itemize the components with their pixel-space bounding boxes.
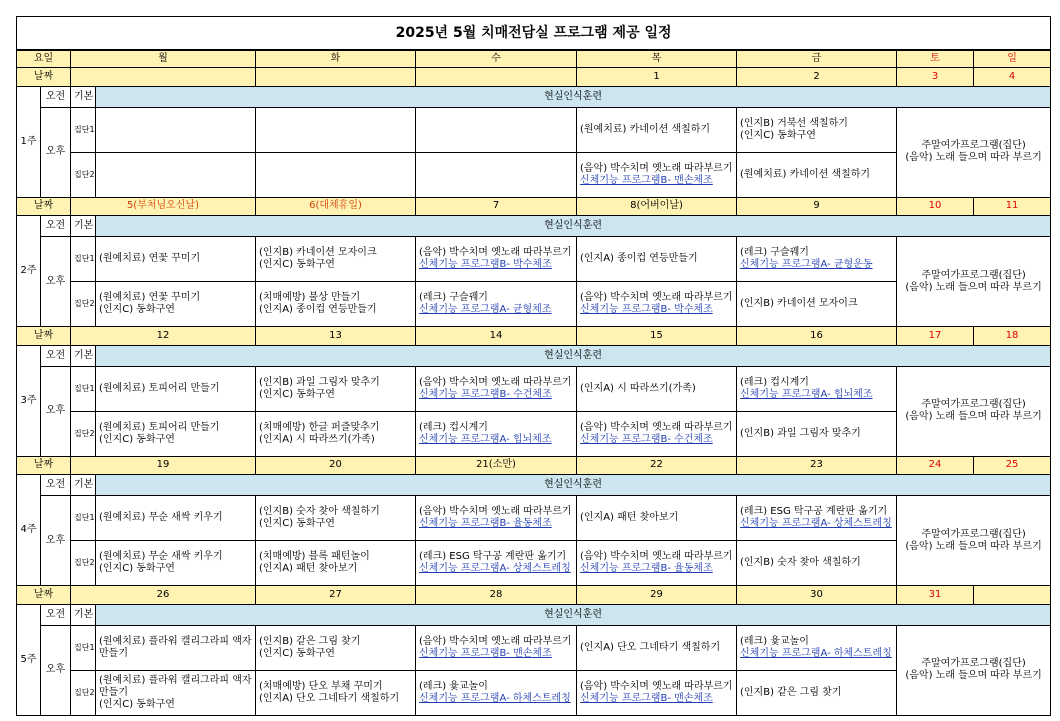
date-cell: 11 <box>974 197 1051 215</box>
program-cell-thu <box>577 237 737 282</box>
program-text: (레크) 윷교놀이 <box>740 635 809 647</box>
weekend-program-detail: (음악) 노래 들으며 따라 부르기 <box>905 670 1042 682</box>
program-cell-thu <box>577 411 737 456</box>
date-row-label: 날짜 <box>17 327 71 345</box>
program-cell-thu <box>577 282 737 327</box>
pm-group-row <box>17 496 1051 541</box>
week-label: 5주 <box>17 604 41 715</box>
date-cell: 16 <box>737 327 897 345</box>
program-text: (원예치료) 연꽃 꾸미기 <box>99 292 201 304</box>
program-cell-wed <box>416 282 577 327</box>
date-cell <box>416 68 577 86</box>
pm-label: 오후 <box>41 496 71 586</box>
program-cell-fri <box>737 670 897 715</box>
program-link[interactable]: 신체기능 프로그램A- 균형체조 <box>419 304 552 316</box>
program-text: (레크) 구슬꿰기 <box>740 247 809 259</box>
program-text: (치매예방) 불상 만들기 <box>259 292 361 304</box>
program-text: (레크) ESG 탁구공 계란판 옮기기 <box>419 551 567 563</box>
date-cell: 9 <box>737 197 897 215</box>
date-cell: 27 <box>256 586 416 604</box>
program-cell-tue <box>256 282 416 327</box>
program-cell-mon <box>96 107 256 152</box>
program-link[interactable]: 신체기능 프로그램B- 율동체조 <box>419 518 552 530</box>
program-cell-fri <box>737 625 897 670</box>
program-cell-mon <box>96 366 256 411</box>
group-label: 집단1 <box>71 107 96 152</box>
program-link[interactable]: 신체기능 프로그램B- 박수체조 <box>580 304 713 316</box>
program-text: (레크) 윷교놀이 <box>419 680 488 692</box>
program-cell-mon <box>96 625 256 670</box>
group-label: 집단2 <box>71 152 96 197</box>
program-text: (인지B) 과일 그림자 맞추기 <box>740 427 861 439</box>
group-label: 집단2 <box>71 282 96 327</box>
program-cell-tue <box>256 366 416 411</box>
basic-label: 기본 <box>71 345 96 366</box>
date-cell: 25 <box>974 456 1051 474</box>
program-text: (인지A) 패턴 찾아보기 <box>580 512 679 524</box>
am-label: 오전 <box>41 475 71 496</box>
am-row <box>17 216 1051 237</box>
date-cell: 13 <box>256 327 416 345</box>
program-cell-thu <box>577 496 737 541</box>
program-text: (인지C) 동화구연 <box>99 433 175 445</box>
date-row-label: 날짜 <box>17 456 71 474</box>
week-label: 4주 <box>17 475 41 586</box>
program-text: (원예치료) 카네이션 색칠하기 <box>580 123 711 135</box>
pm-label: 오후 <box>41 366 71 456</box>
group-label: 집단1 <box>71 237 96 282</box>
pm-group-row <box>17 282 1051 327</box>
program-cell-wed <box>416 625 577 670</box>
program-text: (음악) 박수치며 옛노래 따라부르기 <box>419 506 572 518</box>
program-cell-mon <box>96 152 256 197</box>
program-text: (원예치료) 무순 새싹 키우기 <box>99 551 223 563</box>
program-text: (인지A) 시 따라쓰기(가족) <box>259 433 375 445</box>
weekday-mon: 월 <box>71 50 256 68</box>
program-cell-mon <box>96 411 256 456</box>
date-cell: 26 <box>71 586 256 604</box>
date-cell: 28 <box>416 586 577 604</box>
program-cell-fri <box>737 366 897 411</box>
program-text: (원예치료) 플라워 캘리그라피 액자 <box>99 674 252 686</box>
program-cell-fri <box>737 496 897 541</box>
program-text: (인지A) 단오 그네타기 색칠하기 <box>580 641 721 653</box>
date-cell: 5(부처님오신날) <box>71 197 256 215</box>
program-text: (인지A) 종이컵 연등만들기 <box>259 304 377 316</box>
date-cell <box>974 586 1051 604</box>
weekday-sat: 토 <box>897 50 974 68</box>
date-row-label: 날짜 <box>17 586 71 604</box>
program-text: (인지C) 동화구연 <box>259 259 335 271</box>
program-text: (인지A) 패턴 찾아보기 <box>259 563 358 575</box>
date-row <box>17 586 1051 604</box>
basic-label: 기본 <box>71 86 96 107</box>
weekend-program-detail: (음악) 노래 들으며 따라 부르기 <box>905 411 1042 423</box>
program-cell-wed <box>416 152 577 197</box>
group-label: 집단1 <box>71 366 96 411</box>
program-text: (원예치료) 카네이션 색칠하기 <box>740 168 871 180</box>
program-text: (인지B) 거북선 색칠하기 <box>740 117 848 129</box>
weekday-header-label: 요일 <box>17 50 71 68</box>
weekday-wed: 수 <box>416 50 577 68</box>
program-cell-mon <box>96 541 256 586</box>
week-label: 1주 <box>17 86 41 197</box>
program-text: (레크) 컵시계기 <box>740 376 809 388</box>
pm-group-row <box>17 541 1051 586</box>
basic-label: 기본 <box>71 475 96 496</box>
am-row <box>17 345 1051 366</box>
program-text: (인지C) 동화구연 <box>740 129 816 141</box>
program-cell-wed <box>416 237 577 282</box>
program-link[interactable]: 신체기능 프로그램B- 율동체조 <box>580 563 713 575</box>
pm-label: 오후 <box>41 625 71 715</box>
program-cell-mon <box>96 237 256 282</box>
program-text: (레크) 컵시계기 <box>419 421 488 433</box>
program-text: (음악) 박수치며 옛노래 따라부르기 <box>580 292 733 304</box>
program-cell-tue <box>256 541 416 586</box>
program-link[interactable]: 신체기능 프로그램B- 박수체조 <box>419 259 552 271</box>
weekday-fri: 금 <box>737 50 897 68</box>
program-text: 만들기 <box>99 686 128 698</box>
program-text: (치매예방) 한글 퍼즐맞추기 <box>259 421 380 433</box>
weekend-program-detail: (음악) 노래 들으며 따라 부르기 <box>905 540 1042 552</box>
program-text: (인지C) 동화구연 <box>99 563 175 575</box>
pm-group-row <box>17 107 1051 152</box>
group-label: 집단2 <box>71 411 96 456</box>
program-text: (인지A) 종이컵 연등만들기 <box>580 253 698 265</box>
program-cell-mon <box>96 496 256 541</box>
program-cell-thu <box>577 541 737 586</box>
date-cell: 10 <box>897 197 974 215</box>
program-text: (인지B) 과일 그림자 맞추기 <box>259 376 380 388</box>
program-link[interactable]: 신체기능 프로그램A- 균형운동 <box>740 259 873 271</box>
program-link[interactable]: 신체기능 프로그램B- 수건체조 <box>419 388 552 400</box>
date-cell: 23 <box>737 456 897 474</box>
program-text: (원예치료) 무순 새싹 키우기 <box>99 512 223 524</box>
pm-label: 오후 <box>41 237 71 327</box>
am-label: 오전 <box>41 345 71 366</box>
page-title: 2025년 5월 치매전담실 프로그램 제공 일정 <box>17 17 1051 50</box>
program-link[interactable]: 신체기능 프로그램A- 힙뇌체조 <box>419 433 552 445</box>
am-program: 현실인식훈련 <box>96 604 1051 625</box>
program-cell-wed <box>416 107 577 152</box>
date-cell: 31 <box>897 586 974 604</box>
pm-group-row <box>17 152 1051 197</box>
program-link[interactable]: 신체기능 프로그램B- 맨손체조 <box>580 174 713 186</box>
date-cell: 19 <box>71 456 256 474</box>
program-link[interactable]: 신체기능 프로그램B- 맨손체조 <box>580 692 713 704</box>
program-text: (음악) 박수치며 옛노래 따라부르기 <box>419 376 572 388</box>
program-text: (음악) 박수치며 옛노래 따라부르기 <box>580 162 733 174</box>
weekend-program <box>897 366 1051 456</box>
weekend-program <box>897 237 1051 327</box>
program-link[interactable]: 신체기능 프로그램A- 하체스트레칭 <box>740 647 892 659</box>
program-cell-wed <box>416 496 577 541</box>
program-cell-tue <box>256 496 416 541</box>
weekend-program-title: 주말여가프로그램(집단) <box>921 269 1026 281</box>
program-text: (레크) 구슬꿰기 <box>419 292 488 304</box>
program-cell-fri <box>737 411 897 456</box>
date-cell: 12 <box>71 327 256 345</box>
date-cell: 1 <box>577 68 737 86</box>
pm-label: 오후 <box>41 107 71 197</box>
date-cell <box>71 68 256 86</box>
program-cell-tue <box>256 237 416 282</box>
program-text: (원예치료) 연꽃 꾸미기 <box>99 253 201 265</box>
am-program: 현실인식훈련 <box>96 345 1051 366</box>
program-cell-tue <box>256 152 416 197</box>
program-text: (음악) 박수치며 옛노래 따라부르기 <box>419 635 572 647</box>
date-cell: 8(어버이날) <box>577 197 737 215</box>
am-label: 오전 <box>41 216 71 237</box>
date-row <box>17 68 1051 86</box>
program-cell-thu <box>577 670 737 715</box>
weekend-program <box>897 107 1051 197</box>
weekday-sun: 일 <box>974 50 1051 68</box>
program-cell-mon <box>96 282 256 327</box>
program-link[interactable]: 신체기능 프로그램B- 맨손체조 <box>419 647 552 659</box>
program-text: (원예치료) 토피어리 만들기 <box>99 421 220 433</box>
am-label: 오전 <box>41 604 71 625</box>
weekday-tue: 화 <box>256 50 416 68</box>
program-text: (인지B) 카네이션 모자이크 <box>740 298 858 310</box>
program-link[interactable]: 신체기능 프로그램A- 힙뇌체조 <box>740 388 873 400</box>
am-row <box>17 86 1051 107</box>
program-cell-tue <box>256 411 416 456</box>
program-text: (인지C) 동화구연 <box>259 518 335 530</box>
program-text: (인지A) 시 따라쓰기(가족) <box>580 382 696 394</box>
pm-group-row <box>17 366 1051 411</box>
date-cell: 7 <box>416 197 577 215</box>
program-cell-wed <box>416 670 577 715</box>
date-row-label: 날짜 <box>17 68 71 86</box>
program-cell-fri <box>737 541 897 586</box>
program-text: (인지C) 동화구연 <box>99 304 175 316</box>
program-link[interactable]: 신체기능 프로그램A- 상체스트레칭 <box>419 563 571 575</box>
date-cell: 17 <box>897 327 974 345</box>
program-text: (인지C) 동화구연 <box>99 698 175 710</box>
program-cell-wed <box>416 541 577 586</box>
am-row <box>17 604 1051 625</box>
date-cell: 6(대체휴일) <box>256 197 416 215</box>
program-text: (치매예방) 단오 부채 꾸미기 <box>259 680 383 692</box>
program-cell-mon <box>96 670 256 715</box>
am-label: 오전 <box>41 86 71 107</box>
pm-group-row <box>17 625 1051 670</box>
program-cell-tue <box>256 107 416 152</box>
date-cell: 14 <box>416 327 577 345</box>
am-program: 현실인식훈련 <box>96 475 1051 496</box>
date-cell: 15 <box>577 327 737 345</box>
program-cell-thu <box>577 107 737 152</box>
date-cell: 21(소만) <box>416 456 577 474</box>
date-row <box>17 197 1051 215</box>
program-cell-thu <box>577 152 737 197</box>
date-cell: 29 <box>577 586 737 604</box>
program-text: (음악) 박수치며 옛노래 따라부르기 <box>580 421 733 433</box>
program-text: (음악) 박수치며 옛노래 따라부르기 <box>580 680 733 692</box>
basic-label: 기본 <box>71 216 96 237</box>
date-cell: 24 <box>897 456 974 474</box>
date-cell: 30 <box>737 586 897 604</box>
pm-group-row <box>17 237 1051 282</box>
weekend-program-detail: (음악) 노래 들으며 따라 부르기 <box>905 281 1042 293</box>
weekend-program-title: 주말여가프로그램(집단) <box>921 399 1026 411</box>
week-label: 3주 <box>17 345 41 456</box>
program-cell-thu <box>577 625 737 670</box>
group-label: 집단1 <box>71 496 96 541</box>
program-text: (인지B) 같은 그림 찾기 <box>740 686 842 698</box>
group-label: 집단2 <box>71 670 96 715</box>
date-row <box>17 327 1051 345</box>
program-text: (인지B) 같은 그림 찾기 <box>259 635 361 647</box>
program-text: (인지B) 카네이션 모자이크 <box>259 247 377 259</box>
program-text: (인지C) 동화구연 <box>259 388 335 400</box>
program-cell-fri <box>737 237 897 282</box>
program-cell-thu <box>577 366 737 411</box>
schedule-table <box>16 16 1051 716</box>
program-cell-wed <box>416 411 577 456</box>
weekend-program-title: 주말여가프로그램(집단) <box>921 658 1026 670</box>
weekday-thu: 목 <box>577 50 737 68</box>
pm-group-row <box>17 670 1051 715</box>
date-cell: 22 <box>577 456 737 474</box>
program-text: 만들기 <box>99 647 128 659</box>
program-text: (인지B) 숫자 찾아 색칠하기 <box>259 506 380 518</box>
weekend-program-detail: (음악) 노래 들으며 따라 부르기 <box>905 152 1042 164</box>
date-row <box>17 456 1051 474</box>
basic-label: 기본 <box>71 604 96 625</box>
program-cell-tue <box>256 670 416 715</box>
pm-group-row <box>17 411 1051 456</box>
weekday-header-row <box>17 50 1051 68</box>
date-cell: 3 <box>897 68 974 86</box>
date-row-label: 날짜 <box>17 197 71 215</box>
date-cell: 4 <box>974 68 1051 86</box>
program-text: (레크) ESG 탁구공 계란판 옮기기 <box>740 506 888 518</box>
weekend-program-title: 주말여가프로그램(집단) <box>921 528 1026 540</box>
program-text: (음악) 박수치며 옛노래 따라부르기 <box>580 551 733 563</box>
program-text: (원예치료) 토피어리 만들기 <box>99 382 220 394</box>
date-cell: 2 <box>737 68 897 86</box>
week-label: 2주 <box>17 216 41 327</box>
program-link[interactable]: 신체기능 프로그램A- 하체스트레칭 <box>419 692 571 704</box>
weekend-program-title: 주말여가프로그램(집단) <box>921 140 1026 152</box>
program-cell-fri <box>737 152 897 197</box>
program-link[interactable]: 신체기능 프로그램A- 상체스트레칭 <box>740 518 892 530</box>
program-cell-fri <box>737 107 897 152</box>
program-text: (치매예방) 블록 패턴놀이 <box>259 551 370 563</box>
am-program: 현실인식훈련 <box>96 216 1051 237</box>
program-link[interactable]: 신체기능 프로그램B- 수건체조 <box>580 433 713 445</box>
program-cell-tue <box>256 625 416 670</box>
weekend-program <box>897 625 1051 715</box>
date-cell: 18 <box>974 327 1051 345</box>
program-text: (인지C) 동화구연 <box>259 647 335 659</box>
program-text: (음악) 박수치며 옛노래 따라부르기 <box>419 247 572 259</box>
group-label: 집단1 <box>71 625 96 670</box>
date-cell: 20 <box>256 456 416 474</box>
am-row <box>17 475 1051 496</box>
program-text: (인지A) 단오 그네타기 색칠하기 <box>259 692 400 704</box>
group-label: 집단2 <box>71 541 96 586</box>
date-cell <box>256 68 416 86</box>
program-cell-fri <box>737 282 897 327</box>
weekend-program <box>897 496 1051 586</box>
program-cell-wed <box>416 366 577 411</box>
am-program: 현실인식훈련 <box>96 86 1051 107</box>
program-text: (인지B) 숫자 찾아 색칠하기 <box>740 557 861 569</box>
program-text: (원예치료) 플라워 캘리그라피 액자 <box>99 635 252 647</box>
